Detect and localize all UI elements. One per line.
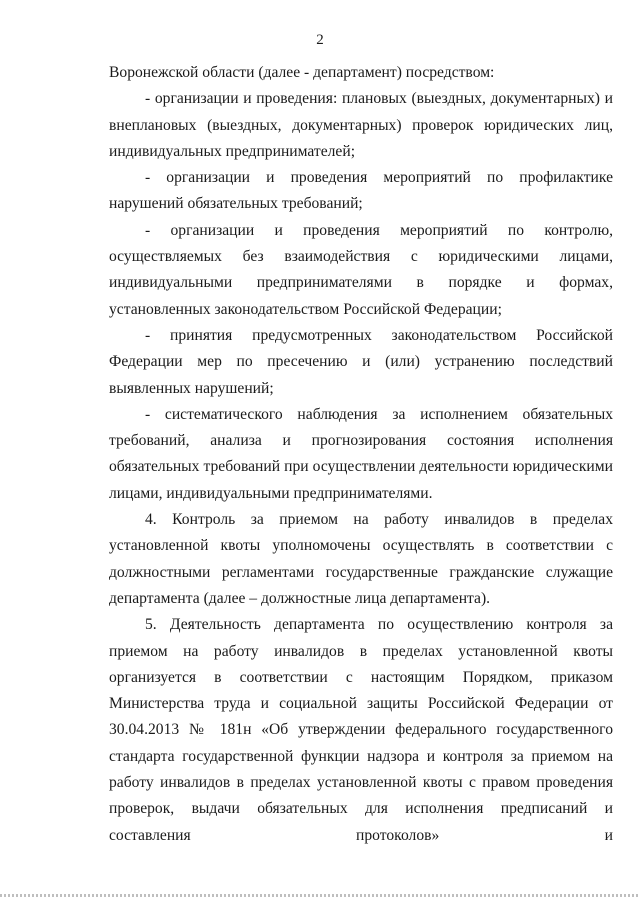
paragraph-item-4: 4. Контроль за приемом на работу инвалидов в пределах установленной квоты уполномочены осуществлять в соответствии с должностными регламентами государственные гражданские служащие департамента (далее – должностные лица департамента).	[109, 511, 613, 607]
paragraph-suppression-measures: - принятия предусмотренных законодательством Российской Федерации мер по пресечению и (или) устранению последствий выявленных нарушений;	[109, 326, 613, 397]
paragraph-control-measures: - организации и проведения мероприятий по контролю, осуществляемых без взаимодействия с юридическими лицами, индивидуальными предпринимателями в порядке и формах, установленных законодательством Российской Федерации;	[109, 221, 613, 318]
scan-bottom-edge	[0, 894, 640, 897]
document-body	[109, 60, 613, 849]
paragraph-prevention: - организации и проведения мероприятий по профилактике нарушений обязательных требований;	[109, 169, 613, 213]
page-number: 2	[316, 32, 324, 48]
paragraph-monitoring: - систематического наблюдения за исполнением обязательных требований, анализа и прогнозирования состояния исполнения обязательных требований при осуществлении деятельности юридическими лицами, индивидуальными предпринимателями.	[109, 405, 613, 502]
paragraph-inspections: - организации и проведения: плановых (выездных, документарных) и внеплановых (выездных, документарных) проверок юридических лиц, индивидуальных предпринимателей;	[109, 90, 613, 160]
paragraph-intro-continuation: Воронежской области (далее - департамент) посредством:	[109, 64, 495, 81]
paragraph-item-5: 5. Деятельность департамента по осуществлению контроля за приемом на работу инвалидов в пределах установленной квоты организуется в соответствии с настоящим Порядком, приказом Министерства труда и социальной защиты Российской Федерации от 30.04.2013 № 181н «Об утверждении федерального государственного стандарта государственной функции надзора и контроля за приемом на работу инвалидов в пределах установленной квоты с правом проведения проверок, выдачи обязательных для исполнения предписаний и составления протоколов» и	[109, 616, 613, 844]
